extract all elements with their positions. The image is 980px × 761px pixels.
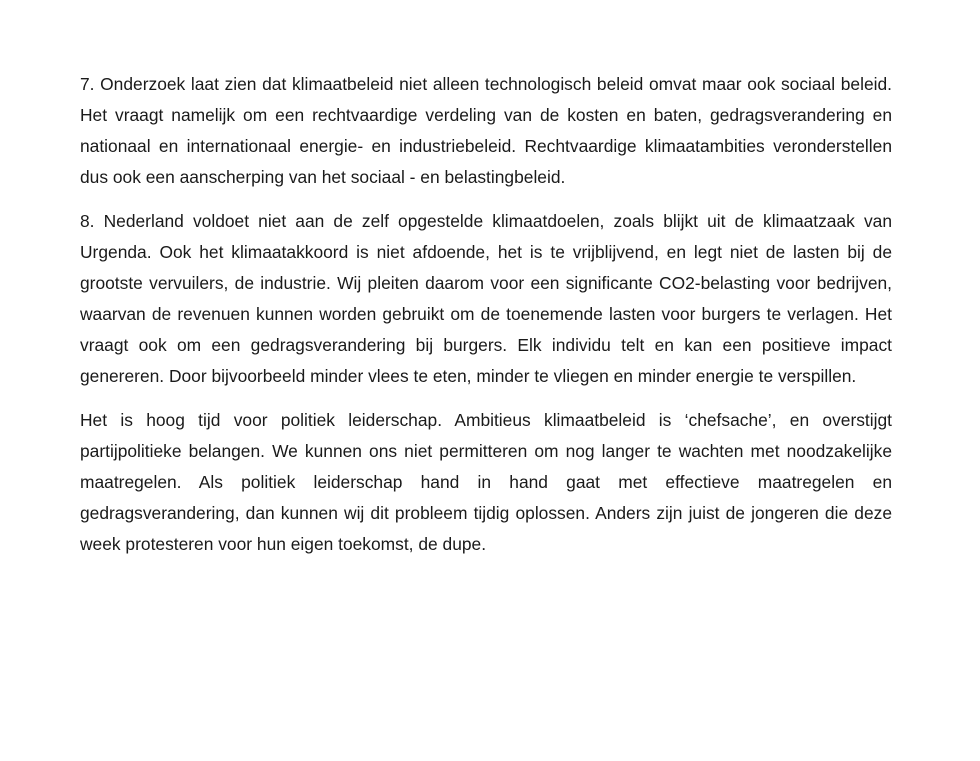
- closing-paragraph: Het is hoog tijd voor politiek leiderschap. Ambitieus klimaatbeleid is ‘chefsache’, en overstijgt partijpolitieke belangen. We kunnen ons niet permitteren om nog langer te wachten met noodzakelijke maatregelen. Als politiek leiderschap hand in hand gaat met effectieve maatregelen en gedragsverandering, dan kunnen wij dit probleem tijdig oplossen. Anders zijn juist de jongeren die deze week protesteren voor hun eigen toekomst, de dupe.: [80, 410, 892, 554]
- paragraph-7: 7. Onderzoek laat zien dat klimaatbeleid niet alleen technologisch beleid omvat maar ook sociaal beleid. Het vraagt namelijk om een rechtvaardige verdeling van de kosten en baten, gedragsverandering en nationaal en internationaal energie- en industriebeleid. Rechtvaardige klimaatambities veronderstellen dus ook een aanscherping van het sociaal - en belastingbeleid.: [80, 74, 892, 187]
- paragraph-8: 8. Nederland voldoet niet aan de zelf opgestelde klimaatdoelen, zoals blijkt uit de klimaatzaak van Urgenda. Ook het klimaatakkoord is niet afdoende, het is te vrijblijvend, en legt niet de lasten bij de grootste vervuilers, de industrie. Wij pleiten daarom voor een significante CO2-belasting voor bedrijven, waarvan de revenuen kunnen worden gebruikt om de toenemende lasten voor burgers te verlagen. Het vraagt ook om een gedragsverandering bij burgers. Elk individu telt en kan een positieve impact genereren. Door bijvoorbeeld minder vlees te eten, minder te vliegen en minder energie te verspillen.: [80, 211, 892, 386]
- document-body: [80, 69, 892, 573]
